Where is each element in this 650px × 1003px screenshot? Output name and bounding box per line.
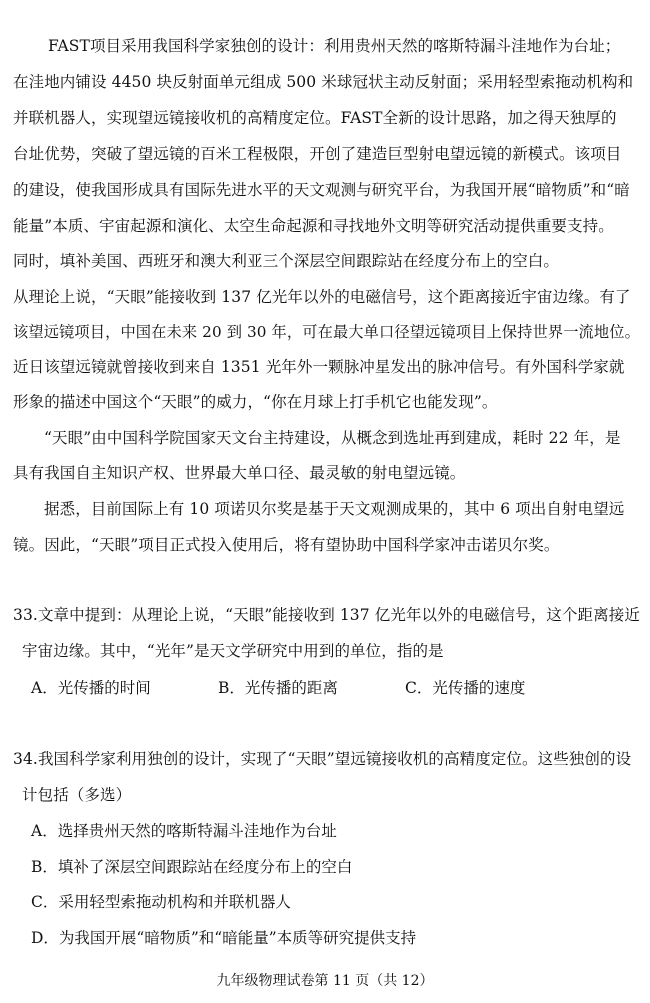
option-c: C．光传播的速度	[405, 679, 526, 697]
option-b: B．光传播的距离	[218, 679, 338, 697]
passage-line: FAST项目采用我国科学家独创的设计：利用贵州天然的喀斯特漏斗洼地作为台址；	[48, 37, 621, 55]
passage-line: 镜。因此，“天眼”项目正式投入使用后，将有望协助中国科学家冲击诺贝尔奖。	[13, 536, 560, 554]
option-d: D．为我国开展“暗物质”和“暗能量”本质等研究提供支持	[31, 929, 417, 947]
question-stem: 宇宙边缘。其中，“光年”是天文学研究中用到的单位，指的是	[22, 642, 444, 660]
option-a: A．选择贵州天然的喀斯特漏斗洼地作为台址	[31, 822, 337, 840]
page-footer: 九年级物理试卷第 11 页（共 12）	[216, 973, 434, 989]
passage-line: “天眼”由中国科学院国家天文台主持建设，从概念到选址再到建成，耗时 22 年，是	[44, 429, 621, 447]
passage-line: 从理论上说，“天眼”能接收到 137 亿光年以外的电磁信号，这个距离接近宇宙边缘。有了	[13, 288, 631, 306]
passage-line: 同时，填补美国、西班牙和澳大利亚三个深层空间跟踪站在经度分布上的空白。	[13, 252, 560, 270]
passage-line: 具有我国自主知识产权、世界最大单口径、最灵敏的射电望远镜。	[13, 464, 466, 482]
passage-line: 形象的描述中国这个“天眼”的威力，“你在月球上打手机它也能发现”。	[13, 393, 498, 411]
passage-line: 据悉，目前国际上有 10 项诺贝尔奖是基于天文观测成果的，其中 6 项出自射电望远	[44, 500, 625, 518]
question-stem: 34.我国科学家利用独创的设计，实现了“天眼”望远镜接收机的高精度定位。这些独创的设	[13, 750, 632, 768]
passage-line: 并联机器人，实现望远镜接收机的高精度定位。FAST全新的设计思路，加之得天独厚的	[13, 109, 617, 127]
question-stem: 计包括（多选）	[22, 786, 132, 804]
question-stem: 33.文章中提到：从理论上说，“天眼”能接收到 137 亿光年以外的电磁信号，这个距离接近	[13, 606, 640, 624]
option-c: C．采用轻型索拖动机构和并联机器人	[31, 893, 291, 911]
option-a: A．光传播的时间	[31, 679, 151, 697]
passage-line: 的建设，使我国形成具有国际先进水平的天文观测与研究平台，为我国开展“暗物质”和“暗	[13, 181, 630, 199]
option-b: B．填补了深层空间跟踪站在经度分布上的空白	[31, 858, 353, 876]
passage-line: 能量”本质、宇宙起源和演化、太空生命起源和寻找地外文明等研究活动提供重要支持。	[13, 217, 614, 235]
passage-line: 该望远镜项目，中国在未来 20 到 30 年，可在最大单口径望远镜项目上保持世界一流地位。	[13, 323, 640, 341]
passage-line: 在洼地内铺设 4450 块反射面单元组成 500 米球冠状主动反射面；采用轻型索拖动机构和	[13, 73, 634, 91]
passage-line: 台址优势，突破了望远镜的百米工程极限，开创了建造巨型射电望远镜的新模式。该项目	[13, 145, 622, 163]
passage-line: 近日该望远镜就曾接收到来自 1351 光年外一颗脉冲星发出的脉冲信号。有外国科学家就	[13, 358, 625, 376]
